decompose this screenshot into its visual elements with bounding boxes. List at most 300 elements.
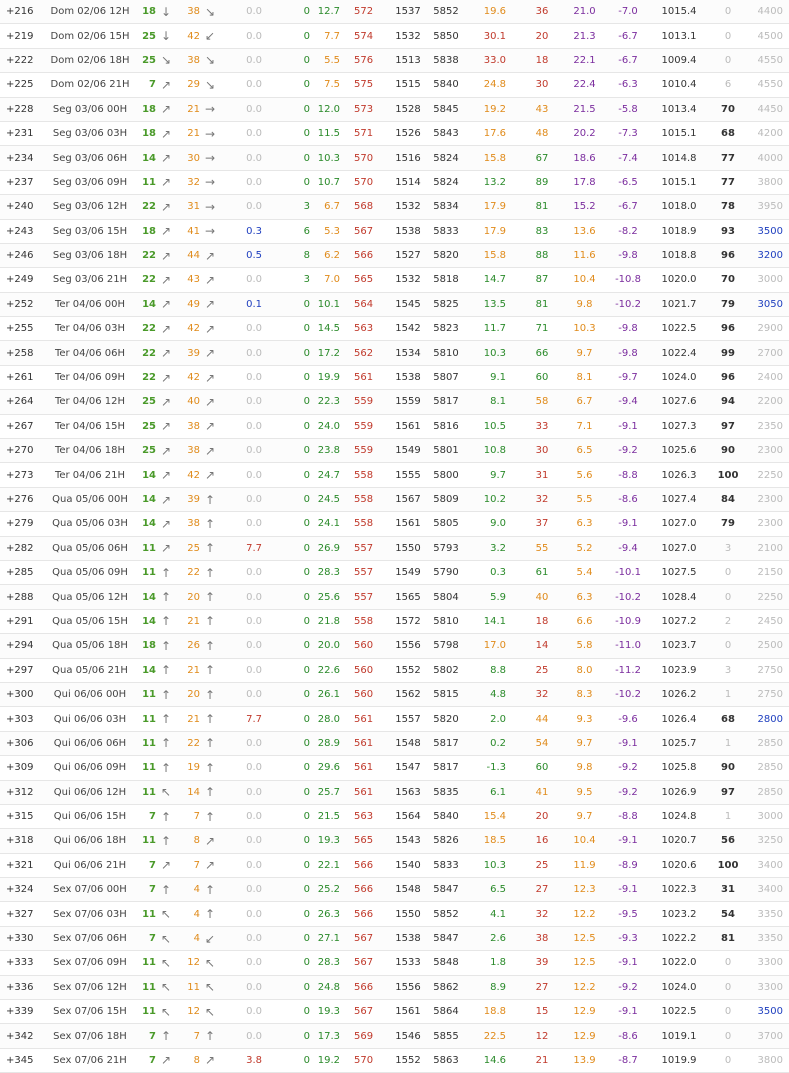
visibility: 3300: [747, 975, 789, 999]
geopotential-500: 5826: [428, 829, 464, 853]
wind-direction-icon: ↗: [158, 536, 174, 560]
table-row: [0, 365, 789, 389]
table-row: [0, 585, 789, 609]
wind-gust: 8: [174, 829, 202, 853]
precipitable-water: 6.1: [464, 780, 522, 804]
date-time: Qua 05/06 09H: [44, 560, 136, 584]
temperature-850: 14.5: [314, 317, 348, 341]
geopotential-500: 5840: [428, 73, 464, 97]
wind-speed: 11: [136, 707, 158, 731]
precipitation: 0.0: [218, 317, 268, 341]
freezing-level: 575: [348, 73, 388, 97]
date-time: Dom 02/06 12H: [44, 0, 136, 24]
wind-direction-icon: ↗: [158, 341, 174, 365]
precip-prob: 0: [268, 97, 314, 121]
wind-gust: 7: [174, 1024, 202, 1048]
cloud-level: 9.7: [562, 731, 607, 755]
date-time: Ter 04/06 21H: [44, 463, 136, 487]
forecast-hour: +300: [0, 682, 44, 706]
temperature-2m: -9.6: [607, 707, 649, 731]
wind-direction-icon: ↑: [158, 878, 174, 902]
temperature-850: 22.1: [314, 853, 348, 877]
table-row: [0, 658, 789, 682]
gust-direction-icon: ↗: [202, 463, 218, 487]
wind-speed: 14: [136, 658, 158, 682]
wind-speed: 18: [136, 121, 158, 145]
temperature-2m: -6.3: [607, 73, 649, 97]
forecast-hour: +234: [0, 146, 44, 170]
geopotential-850: 1552: [388, 658, 428, 682]
temperature-2m: -10.9: [607, 609, 649, 633]
wind-gust: 38: [174, 512, 202, 536]
cape: 84: [709, 487, 747, 511]
relative-humidity: 25: [522, 853, 562, 877]
freezing-level: 567: [348, 219, 388, 243]
forecast-hour: +240: [0, 195, 44, 219]
pressure: 1022.4: [649, 341, 709, 365]
visibility: 2350: [747, 414, 789, 438]
forecast-hour: +255: [0, 317, 44, 341]
table-row: [0, 487, 789, 511]
freezing-level: 573: [348, 97, 388, 121]
temperature-850: 10.3: [314, 146, 348, 170]
forecast-hour: +339: [0, 1000, 44, 1024]
precipitable-water: 10.8: [464, 439, 522, 463]
precip-prob: 0: [268, 1048, 314, 1072]
date-time: Qui 06/06 09H: [44, 756, 136, 780]
visibility: 3500: [747, 219, 789, 243]
table-row: [0, 536, 789, 560]
date-time: Seg 03/06 06H: [44, 146, 136, 170]
geopotential-850: 1563: [388, 780, 428, 804]
temperature-850: 24.0: [314, 414, 348, 438]
pressure: 1022.3: [649, 878, 709, 902]
date-time: Sex 07/06 06H: [44, 926, 136, 950]
forecast-hour: +336: [0, 975, 44, 999]
cape: 68: [709, 121, 747, 145]
cloud-level: 7.1: [562, 414, 607, 438]
date-time: Qua 05/06 00H: [44, 487, 136, 511]
temperature-2m: -6.7: [607, 48, 649, 72]
temperature-2m: -9.8: [607, 243, 649, 267]
gust-direction-icon: →: [202, 195, 218, 219]
forecast-hour: +303: [0, 707, 44, 731]
geopotential-500: 5848: [428, 951, 464, 975]
wind-gust: 4: [174, 926, 202, 950]
date-time: Ter 04/06 15H: [44, 414, 136, 438]
temperature-2m: -9.4: [607, 390, 649, 414]
geopotential-850: 1565: [388, 585, 428, 609]
precipitation: 0.0: [218, 609, 268, 633]
wind-direction-icon: ↗: [158, 146, 174, 170]
geopotential-500: 5855: [428, 1024, 464, 1048]
geopotential-850: 1540: [388, 853, 428, 877]
wind-gust: 21: [174, 707, 202, 731]
table-row: [0, 1048, 789, 1072]
wind-direction-icon: ↑: [158, 804, 174, 828]
geopotential-500: 5850: [428, 24, 464, 48]
date-time: Qua 05/06 15H: [44, 609, 136, 633]
temperature-850: 25.6: [314, 585, 348, 609]
geopotential-850: 1546: [388, 1024, 428, 1048]
temperature-2m: -9.1: [607, 731, 649, 755]
wind-gust: 42: [174, 317, 202, 341]
geopotential-500: 5825: [428, 292, 464, 316]
precip-prob: 0: [268, 658, 314, 682]
date-time: Qua 05/06 18H: [44, 634, 136, 658]
geopotential-850: 1538: [388, 926, 428, 950]
freezing-level: 570: [348, 146, 388, 170]
pressure: 1027.0: [649, 512, 709, 536]
wind-direction-icon: ↑: [158, 731, 174, 755]
geopotential-850: 1550: [388, 902, 428, 926]
temperature-850: 12.7: [314, 0, 348, 24]
precipitable-water: 14.1: [464, 609, 522, 633]
table-row: [0, 48, 789, 72]
precip-prob: 0: [268, 292, 314, 316]
cloud-level: 12.2: [562, 975, 607, 999]
temperature-850: 24.1: [314, 512, 348, 536]
temperature-850: 28.3: [314, 951, 348, 975]
visibility: 2750: [747, 682, 789, 706]
cloud-level: 12.9: [562, 1000, 607, 1024]
precipitable-water: 9.1: [464, 365, 522, 389]
wind-direction-icon: ↗: [158, 365, 174, 389]
relative-humidity: 32: [522, 682, 562, 706]
geopotential-850: 1548: [388, 731, 428, 755]
wind-direction-icon: ↖: [158, 1000, 174, 1024]
wind-direction-icon: ↗: [158, 170, 174, 194]
wind-direction-icon: ↗: [158, 1048, 174, 1072]
cloud-level: 22.1: [562, 48, 607, 72]
forecast-hour: +258: [0, 341, 44, 365]
relative-humidity: 37: [522, 512, 562, 536]
geopotential-500: 5798: [428, 634, 464, 658]
pressure: 1022.2: [649, 926, 709, 950]
geopotential-850: 1545: [388, 292, 428, 316]
wind-direction-icon: ↘: [158, 48, 174, 72]
precipitable-water: 10.3: [464, 341, 522, 365]
relative-humidity: 36: [522, 0, 562, 24]
forecast-hour: +318: [0, 829, 44, 853]
wind-speed: 14: [136, 609, 158, 633]
temperature-850: 28.0: [314, 707, 348, 731]
geopotential-500: 5847: [428, 926, 464, 950]
relative-humidity: 55: [522, 536, 562, 560]
precipitation: 0.5: [218, 243, 268, 267]
table-row: [0, 146, 789, 170]
geopotential-500: 5847: [428, 878, 464, 902]
geopotential-850: 1548: [388, 878, 428, 902]
wind-gust: 20: [174, 682, 202, 706]
cloud-level: 6.6: [562, 609, 607, 633]
precipitation: 0.0: [218, 1000, 268, 1024]
wind-direction-icon: ↑: [158, 585, 174, 609]
precip-prob: 0: [268, 682, 314, 706]
relative-humidity: 48: [522, 121, 562, 145]
visibility: 3200: [747, 243, 789, 267]
table-row: [0, 682, 789, 706]
geopotential-500: 5809: [428, 487, 464, 511]
gust-direction-icon: ↗: [202, 853, 218, 877]
cape: 96: [709, 317, 747, 341]
geopotential-500: 5804: [428, 585, 464, 609]
gust-direction-icon: ↑: [202, 634, 218, 658]
relative-humidity: 44: [522, 707, 562, 731]
temperature-2m: -9.2: [607, 439, 649, 463]
precipitable-water: 5.9: [464, 585, 522, 609]
wind-gust: 39: [174, 341, 202, 365]
geopotential-500: 5802: [428, 658, 464, 682]
visibility: 2850: [747, 780, 789, 804]
temperature-850: 7.0: [314, 268, 348, 292]
wind-speed: 11: [136, 731, 158, 755]
gust-direction-icon: ↗: [202, 341, 218, 365]
precipitation: 0.0: [218, 0, 268, 24]
cloud-level: 6.5: [562, 439, 607, 463]
pressure: 1015.4: [649, 0, 709, 24]
date-time: Qua 05/06 03H: [44, 512, 136, 536]
wind-gust: 31: [174, 195, 202, 219]
table-row: [0, 390, 789, 414]
gust-direction-icon: ↑: [202, 658, 218, 682]
temperature-850: 21.5: [314, 804, 348, 828]
temperature-850: 7.7: [314, 24, 348, 48]
gust-direction-icon: ↗: [202, 243, 218, 267]
forecast-hour: +312: [0, 780, 44, 804]
precip-prob: 0: [268, 341, 314, 365]
cloud-level: 20.2: [562, 121, 607, 145]
cloud-level: 6.7: [562, 390, 607, 414]
precipitation: 0.0: [218, 439, 268, 463]
forecast-hour: +315: [0, 804, 44, 828]
geopotential-500: 5801: [428, 439, 464, 463]
cloud-level: 12.2: [562, 902, 607, 926]
wind-direction-icon: ↑: [158, 707, 174, 731]
precipitable-water: 17.6: [464, 121, 522, 145]
freezing-level: 568: [348, 195, 388, 219]
cape: 0: [709, 634, 747, 658]
temperature-2m: -10.8: [607, 268, 649, 292]
freezing-level: 566: [348, 243, 388, 267]
relative-humidity: 89: [522, 170, 562, 194]
forecast-hour: +231: [0, 121, 44, 145]
date-time: Qui 06/06 18H: [44, 829, 136, 853]
temperature-850: 11.5: [314, 121, 348, 145]
temperature-850: 24.8: [314, 975, 348, 999]
relative-humidity: 30: [522, 439, 562, 463]
visibility: 3250: [747, 829, 789, 853]
precipitation: 0.0: [218, 487, 268, 511]
pressure: 1022.5: [649, 1000, 709, 1024]
visibility: 2750: [747, 658, 789, 682]
geopotential-500: 5843: [428, 121, 464, 145]
precipitation: 0.0: [218, 829, 268, 853]
pressure: 1020.6: [649, 853, 709, 877]
wind-gust: 4: [174, 902, 202, 926]
temperature-2m: -8.6: [607, 487, 649, 511]
temperature-850: 20.0: [314, 634, 348, 658]
cloud-level: 18.6: [562, 146, 607, 170]
visibility: 2250: [747, 585, 789, 609]
temperature-850: 22.3: [314, 390, 348, 414]
table-row: [0, 829, 789, 853]
relative-humidity: 33: [522, 414, 562, 438]
forecast-hour: +282: [0, 536, 44, 560]
relative-humidity: 21: [522, 1048, 562, 1072]
table-row: [0, 268, 789, 292]
cape: 94: [709, 390, 747, 414]
wind-gust: 12: [174, 1000, 202, 1024]
cape: 0: [709, 975, 747, 999]
wind-gust: 8: [174, 1048, 202, 1072]
relative-humidity: 32: [522, 487, 562, 511]
gust-direction-icon: ↙: [202, 24, 218, 48]
temperature-2m: -8.8: [607, 463, 649, 487]
date-time: Sex 07/06 15H: [44, 1000, 136, 1024]
pressure: 1027.2: [649, 609, 709, 633]
temperature-850: 10.1: [314, 292, 348, 316]
geopotential-850: 1532: [388, 268, 428, 292]
forecast-hour: +309: [0, 756, 44, 780]
precip-prob: 0: [268, 439, 314, 463]
wind-direction-icon: ↗: [158, 414, 174, 438]
gust-direction-icon: ↗: [202, 414, 218, 438]
freezing-level: 565: [348, 829, 388, 853]
relative-humidity: 39: [522, 951, 562, 975]
precip-prob: 0: [268, 48, 314, 72]
date-time: Sex 07/06 18H: [44, 1024, 136, 1048]
temperature-2m: -8.8: [607, 804, 649, 828]
cape: 99: [709, 341, 747, 365]
wind-gust: 43: [174, 268, 202, 292]
precip-prob: 6: [268, 219, 314, 243]
geopotential-850: 1515: [388, 73, 428, 97]
cape: 96: [709, 365, 747, 389]
date-time: Ter 04/06 06H: [44, 341, 136, 365]
precip-prob: 0: [268, 560, 314, 584]
precipitable-water: 2.6: [464, 926, 522, 950]
precip-prob: 0: [268, 170, 314, 194]
visibility: 4500: [747, 24, 789, 48]
geopotential-500: 5816: [428, 414, 464, 438]
temperature-2m: -8.7: [607, 1048, 649, 1072]
pressure: 1013.4: [649, 97, 709, 121]
table-row: [0, 902, 789, 926]
cloud-level: 12.5: [562, 951, 607, 975]
freezing-level: 576: [348, 48, 388, 72]
forecast-hour: +243: [0, 219, 44, 243]
temperature-2m: -9.4: [607, 536, 649, 560]
precipitable-water: 4.1: [464, 902, 522, 926]
wind-gust: 40: [174, 390, 202, 414]
precip-prob: 0: [268, 463, 314, 487]
gust-direction-icon: →: [202, 146, 218, 170]
relative-humidity: 38: [522, 926, 562, 950]
gust-direction-icon: ↑: [202, 512, 218, 536]
cape: 1: [709, 682, 747, 706]
precip-prob: 0: [268, 73, 314, 97]
wind-gust: 21: [174, 121, 202, 145]
cape: 68: [709, 707, 747, 731]
freezing-level: 567: [348, 951, 388, 975]
table-row: [0, 634, 789, 658]
wind-gust: 21: [174, 609, 202, 633]
pressure: 1021.7: [649, 292, 709, 316]
precipitable-water: 11.7: [464, 317, 522, 341]
cloud-level: 11.6: [562, 243, 607, 267]
wind-gust: 32: [174, 170, 202, 194]
precip-prob: 0: [268, 926, 314, 950]
date-time: Qui 06/06 00H: [44, 682, 136, 706]
relative-humidity: 41: [522, 780, 562, 804]
date-time: Dom 02/06 15H: [44, 24, 136, 48]
forecast-hour: +273: [0, 463, 44, 487]
cape: 96: [709, 243, 747, 267]
date-time: Ter 04/06 03H: [44, 317, 136, 341]
forecast-hour: +249: [0, 268, 44, 292]
precipitation: 0.0: [218, 463, 268, 487]
geopotential-850: 1556: [388, 634, 428, 658]
precipitation: 0.0: [218, 585, 268, 609]
wind-speed: 7: [136, 1048, 158, 1072]
temperature-2m: -10.2: [607, 585, 649, 609]
gust-direction-icon: ↗: [202, 439, 218, 463]
wind-speed: 18: [136, 97, 158, 121]
forecast-hour: +279: [0, 512, 44, 536]
table-row: [0, 341, 789, 365]
geopotential-850: 1516: [388, 146, 428, 170]
precipitable-water: 30.1: [464, 24, 522, 48]
table-row: [0, 731, 789, 755]
gust-direction-icon: ↑: [202, 780, 218, 804]
freezing-level: 558: [348, 487, 388, 511]
relative-humidity: 15: [522, 1000, 562, 1024]
relative-humidity: 83: [522, 219, 562, 243]
gust-direction-icon: ↗: [202, 268, 218, 292]
relative-humidity: 71: [522, 317, 562, 341]
cloud-level: 6.3: [562, 512, 607, 536]
freezing-level: 574: [348, 24, 388, 48]
relative-humidity: 30: [522, 73, 562, 97]
wind-gust: 22: [174, 731, 202, 755]
date-time: Qua 05/06 06H: [44, 536, 136, 560]
table-row: [0, 560, 789, 584]
gust-direction-icon: ↗: [202, 390, 218, 414]
pressure: 1013.1: [649, 24, 709, 48]
cape: 54: [709, 902, 747, 926]
geopotential-500: 5862: [428, 975, 464, 999]
freezing-level: 561: [348, 365, 388, 389]
forecast-hour: +267: [0, 414, 44, 438]
precipitable-water: 33.0: [464, 48, 522, 72]
precipitable-water: -1.3: [464, 756, 522, 780]
cape: 1: [709, 804, 747, 828]
gust-direction-icon: ↖: [202, 975, 218, 999]
gust-direction-icon: ↑: [202, 731, 218, 755]
wind-speed: 7: [136, 73, 158, 97]
cloud-level: 11.9: [562, 853, 607, 877]
gust-direction-icon: ↘: [202, 48, 218, 72]
gust-direction-icon: ↗: [202, 317, 218, 341]
wind-speed: 18: [136, 634, 158, 658]
precipitable-water: 8.8: [464, 658, 522, 682]
forecast-hour: +306: [0, 731, 44, 755]
geopotential-500: 5845: [428, 97, 464, 121]
geopotential-850: 1564: [388, 804, 428, 828]
cape: 77: [709, 146, 747, 170]
table-row: [0, 951, 789, 975]
